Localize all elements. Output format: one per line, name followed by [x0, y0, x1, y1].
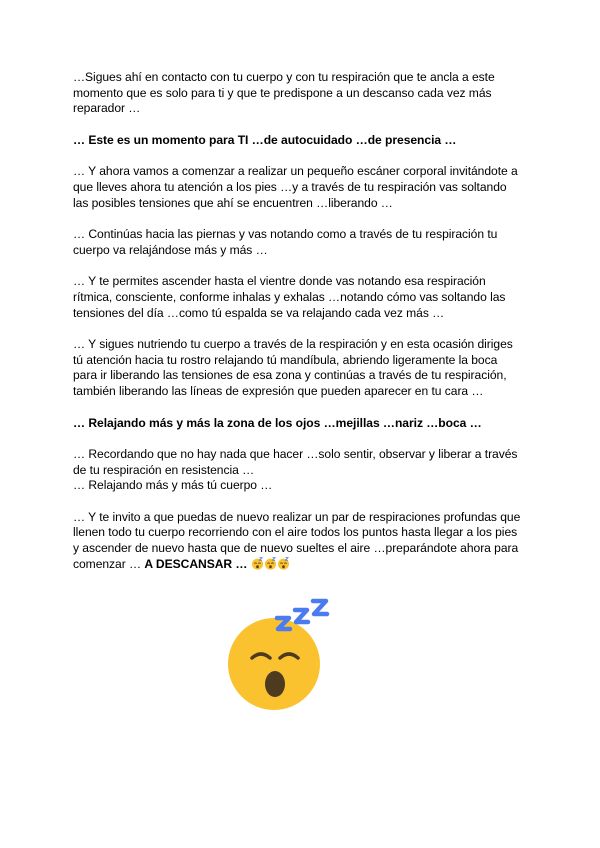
final-paragraph — [73, 510, 533, 572]
paragraph-line: … Relajando más y más la zona de los ojos …mejillas …nariz …boca … — [73, 415, 482, 430]
sleeping-face-small-icon — [251, 557, 264, 570]
paragraph — [73, 447, 533, 494]
sleeping-emoji-row — [251, 557, 290, 571]
z-large — [313, 601, 327, 614]
paragraph — [73, 337, 533, 399]
paragraph-line: rítmica, consciente, conforme inhalas y exhalas …notando cómo vas soltando las — [73, 289, 506, 304]
final-line-2: llenen todo tu cuerpo recorriendo con el aire todos los puntos hasta llegar a los pies — [73, 525, 518, 540]
paragraph-line: cuerpo va relajándose más y más … — [73, 242, 268, 257]
final-line-3: y ascender de nuevo hasta que de nuevo sueltes el aire …preparándote ahora para — [73, 541, 519, 556]
paragraph-line: tensiones del día …como tú espalda se va relajando cada vez más … — [73, 305, 445, 320]
paragraph-line: … Relajando más y más tú cuerpo … — [73, 478, 273, 493]
paragraph — [73, 70, 533, 117]
paragraph-line: también liberando las líneas de expresión que pueden aparecer en tu cara … — [73, 383, 484, 398]
paragraph-line: reparador … — [73, 101, 141, 116]
sleeping-face-icon — [222, 598, 332, 710]
paragraph-line: … Este es un momento para TI …de autocuidado …de presencia … — [73, 132, 457, 147]
paragraph-line: las posibles tensiones que ahí se encuentren …liberando … — [73, 195, 393, 210]
paragraph-list — [73, 70, 533, 494]
open-mouth — [265, 671, 285, 697]
z-medium — [295, 610, 308, 622]
paragraph-line: … Continúas hacia las piernas y vas notando como a través de tu respiración tu — [73, 227, 498, 242]
paragraph-line: … Y te permites ascender hasta el vientre donde vas notando esa respiración — [73, 274, 486, 289]
bold-paragraph — [73, 416, 533, 432]
paragraph — [73, 274, 533, 321]
paragraph — [73, 227, 533, 258]
paragraph-line: que lleves ahora tu atención a los pies …y a través de tu respiración vas soltando — [73, 179, 507, 194]
bold-paragraph — [73, 133, 533, 149]
paragraph-line: … Y sigues nutriendo tu cuerpo a través de la respiración y en esta ocasión diriges — [73, 337, 513, 352]
document-body — [73, 70, 533, 588]
sleeping-face-small-icon — [264, 557, 277, 570]
final-line-prefix: comenzar … — [73, 556, 145, 571]
final-line-4 — [73, 557, 533, 573]
paragraph-line: para ir liberando las tensiones de esa zona y continúas a través de tu respiración, — [73, 368, 507, 383]
paragraph-line: de tu respiración en resistencia … — [73, 462, 255, 477]
paragraph-line: momento que es solo para ti y que te predispone a un descanso cada vez más — [73, 85, 492, 100]
paragraph-line: …Sigues ahí en contacto con tu cuerpo y con tu respiración que te ancla a este — [73, 70, 495, 84]
sleeping-face-small-icon — [277, 557, 290, 570]
descansar-emphasis: A DESCANSAR … — [144, 556, 248, 571]
paragraph-line: … Y ahora vamos a comenzar a realizar un pequeño escáner corporal invitándote a — [73, 164, 518, 179]
paragraph-line: tú atención hacia tu rostro relajando tú mandíbula, abriendo ligeramente la boca — [73, 352, 498, 367]
paragraph — [73, 164, 533, 211]
paragraph-line: … Recordando que no hay nada que hacer …solo sentir, observar y liberar a través — [73, 447, 518, 462]
final-line-1: … Y te invito a que puedas de nuevo realizar un par de respiraciones profundas que — [73, 509, 521, 524]
